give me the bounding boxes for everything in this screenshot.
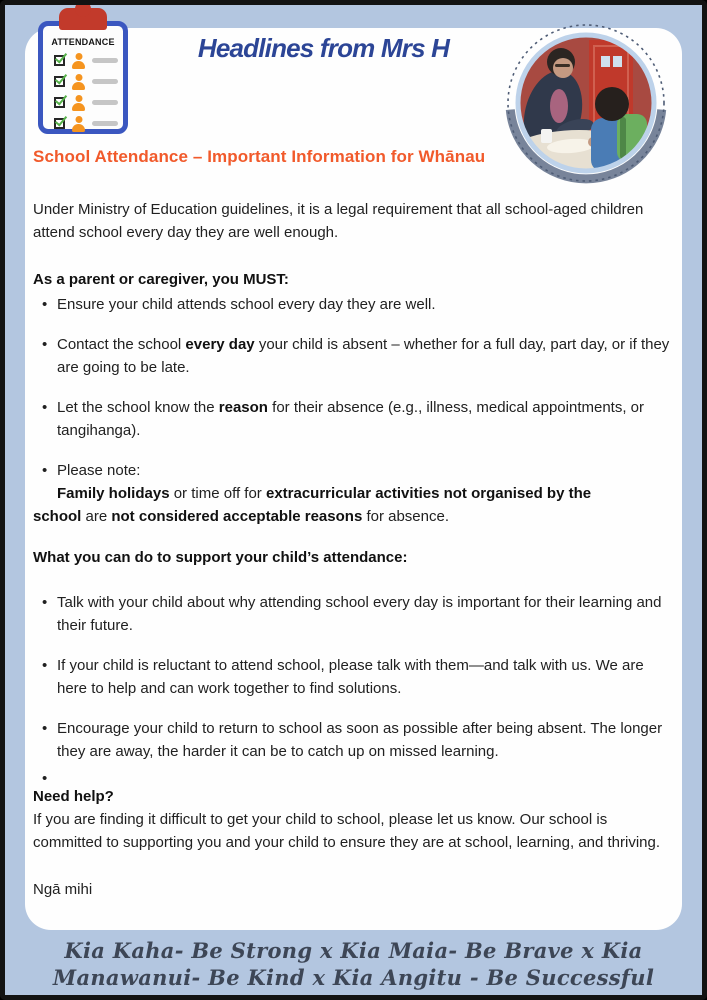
checkbox-check-icon (54, 55, 65, 66)
bullet-text-bold: every day (185, 336, 255, 353)
support-heading: What you can do to support your child’s attendance: (33, 549, 408, 566)
bullet-text: Contact the school (57, 336, 186, 353)
please-note-continued (33, 505, 673, 528)
signoff: Ngā mihi (33, 881, 93, 898)
bullet-text-bold: extracurricular activities not organised by the (265, 485, 592, 502)
text-line-bar (92, 58, 118, 63)
bullet-talk-with-child (33, 591, 673, 637)
attendance-clipboard-illustration (38, 8, 128, 134)
checkbox-check-icon (54, 76, 65, 87)
bullet-text: or time off for (169, 485, 266, 502)
bullet-absence-reason (33, 396, 673, 442)
person-icon (72, 53, 85, 69)
attendance-row (43, 71, 123, 92)
note-text: are (81, 508, 112, 525)
bullet-text: Ensure your child attends school every day they are well. (57, 296, 436, 313)
bullet-text-bold: Family holidays (57, 485, 170, 502)
attendance-row (43, 92, 123, 113)
text-line-bar (92, 100, 118, 105)
attendance-section-heading: School Attendance – Important Information for Whānau (33, 147, 486, 166)
checkbox-check-icon (54, 97, 65, 108)
note-text-bold: school (33, 508, 82, 525)
bullet-text: Please note: (57, 462, 141, 479)
need-help-paragraph: If you are finding it difficult to get your child to school, please let us know. Our school is committed to supporting you and your child to ensure they are at school, learning, and thriving. (33, 811, 661, 851)
photo-graphic (501, 18, 671, 188)
text-line-bar (92, 121, 118, 126)
bullet-return-to-school (33, 717, 673, 763)
note-text-bold: not considered acceptable reasons (111, 508, 363, 525)
attendance-row (43, 50, 123, 71)
page-title: Headlines from Mrs H (197, 33, 450, 63)
person-icon (72, 95, 85, 111)
need-help-heading: Need help? (33, 788, 114, 805)
clipboard-board (38, 21, 128, 134)
bullet-please-note (33, 459, 673, 505)
bullet-reluctant-child (33, 654, 673, 700)
bullet-empty (33, 767, 673, 781)
person-icon (72, 116, 85, 132)
must-heading: As a parent or caregiver, you MUST: (33, 271, 289, 288)
bullet-text: Let the school know the (57, 399, 219, 416)
intro-paragraph: Under Ministry of Education guidelines, it is a legal requirement that all school-aged children attend school every day they are well enough. (33, 201, 644, 241)
bullet-text: your child is absent – whether for a full day, part day, or if they are going to be late. (57, 336, 670, 376)
bullet-text: Talk with your child about why attending school every day is important for their learning and their future. (57, 594, 662, 634)
attendance-row (43, 113, 123, 134)
newsletter-body (33, 146, 673, 901)
bullet-contact-school (33, 333, 673, 379)
bullet-text: for their absence (e.g., illness, medical appointments, or tangihanga). (57, 399, 645, 439)
person-icon (72, 74, 85, 90)
bullet-text-bold: reason (218, 399, 268, 416)
note-text: for absence. (362, 508, 449, 525)
bullet-text: If your child is reluctant to attend school, please talk with them—and talk with us. We are here to help and can work together to find solutions. (57, 657, 644, 697)
footer-motto: Kia Kaha- Be Strong x Kia Maia- Be Brave x Kia Manawanui- Be Kind x Kia Angitu - Be Successful (52, 938, 655, 990)
bullet-text: Encourage your child to return to school as soon as possible after being absent. The longer they are away, the harder it can be to catch up on missed learning. (57, 720, 663, 760)
teacher-student-photo (501, 18, 671, 188)
clipboard-label: ATTENDANCE (51, 37, 115, 47)
checkbox-check-icon (54, 118, 65, 129)
bullet-ensure-attendance (33, 293, 673, 316)
clipboard-clip-icon (59, 8, 107, 30)
text-line-bar (92, 79, 118, 84)
